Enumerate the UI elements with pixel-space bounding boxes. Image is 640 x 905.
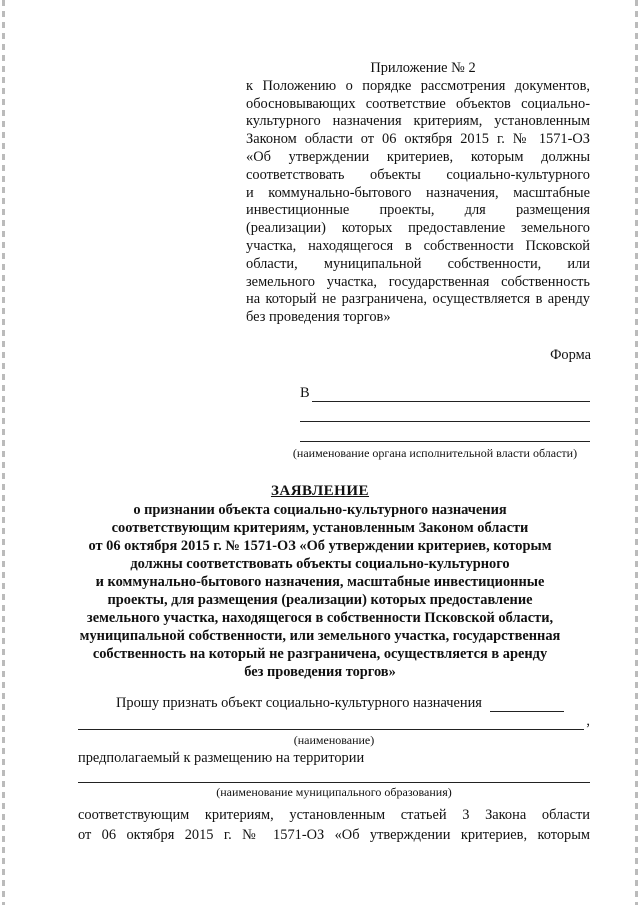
appendix-line: «Об утверждении критериев, которым должны <box>246 148 590 165</box>
addressee-prefix: В <box>300 385 310 401</box>
request-line-2 <box>78 712 590 730</box>
municipality-caption: (наименование муниципального образования) <box>216 785 452 799</box>
municipality-field[interactable] <box>78 768 590 783</box>
subtitle-line: без проведения торгов» <box>244 664 396 680</box>
addressee-field-1[interactable] <box>312 387 590 402</box>
subtitle-line: должны соответствовать объекты социально-культурного <box>130 556 510 572</box>
appendix-line: к Положению о порядке рассмотрения документов, <box>246 77 590 94</box>
page-left-edge <box>2 0 5 905</box>
addressee-caption: (наименование органа исполнительной власти области) <box>292 446 578 460</box>
municipality-line <box>78 767 590 783</box>
subtitle-line: собственность на который не разграничена, осуществляется в аренду <box>92 646 548 662</box>
trailing-comma: , <box>586 713 590 729</box>
addressee-field-3[interactable] <box>300 427 590 442</box>
appendix-title: Приложение № 2 <box>370 60 476 76</box>
appendix-line: Законом области от 06 октября 2015 г. № 1571-ОЗ <box>246 131 590 148</box>
addressee-line-3 <box>280 422 590 442</box>
form-label: Форма <box>550 347 591 363</box>
name-caption: (наименование) <box>293 733 375 747</box>
subtitle-line: соответствующим критериям, установленным Законом области <box>111 520 529 536</box>
subtitle-line: от 06 октября 2015 г. № 1571-ОЗ «Об утверждении критериев, которым <box>88 538 552 554</box>
statement-subtitle <box>0 501 640 681</box>
request-text: Прошу признать объект социально-культурного назначения <box>116 695 482 711</box>
subtitle-line: о признании объекта социально-культурного назначения <box>133 502 507 518</box>
page-right-edge <box>635 0 638 905</box>
appendix-line: соответствовать объекты социально-культурного <box>246 166 590 183</box>
appendix-line: и коммунально-бытового назначения, масштабные <box>246 184 590 201</box>
appendix-body <box>246 78 590 327</box>
territory-text: предполагаемый к размещению на территории <box>78 750 365 766</box>
subtitle-line: земельного участка, находящегося в собственности Псковской области, <box>86 610 554 626</box>
appendix-line: на который не разграничена, осуществляется в аренду <box>246 291 590 308</box>
request-line-1 <box>78 692 590 712</box>
subtitle-line: и коммунально-бытового назначения, масштабные инвестиционные <box>95 574 545 590</box>
subtitle-line: проекты, для размещения (реализации) которых предоставление <box>107 592 533 608</box>
statement-heading <box>0 483 640 681</box>
object-name-field-start[interactable] <box>490 697 564 712</box>
appendix-line: культурного назначения критериям, установленным <box>246 113 590 130</box>
request-block <box>78 692 590 800</box>
appendix-line: обосновывающих соответствие объектов социально- <box>246 95 590 112</box>
statement-title: ЗАЯВЛЕНИЕ <box>270 483 370 499</box>
addressee-line-2 <box>280 402 590 422</box>
subtitle-line: муниципальной собственности, или земельного участка, государственная <box>79 628 561 644</box>
object-name-field[interactable] <box>78 715 584 730</box>
addressee-block <box>280 382 590 461</box>
appendix-line: (реализации) которых предоставление земельного <box>246 220 590 237</box>
appendix-line: инвестиционные проекты, для размещения <box>246 202 590 219</box>
body-line: соответствующим критериям, установленным статьей 3 Закона области <box>78 807 590 823</box>
body-line: от 06 октября 2015 г. № 1571-ОЗ «Об утверждении критериев, которым <box>78 827 590 843</box>
appendix-line: участка, находящегося в собственности Псковской <box>246 237 590 254</box>
appendix-line: области, муниципальной собственности, или <box>246 255 590 272</box>
appendix-line: земельного участка, государственная собственность <box>246 273 590 290</box>
body-paragraph <box>78 805 590 845</box>
addressee-field-2[interactable] <box>300 407 590 422</box>
addressee-line-1 <box>280 382 590 402</box>
appendix-line: без проведения торгов» <box>246 309 391 326</box>
appendix-block <box>246 60 590 327</box>
